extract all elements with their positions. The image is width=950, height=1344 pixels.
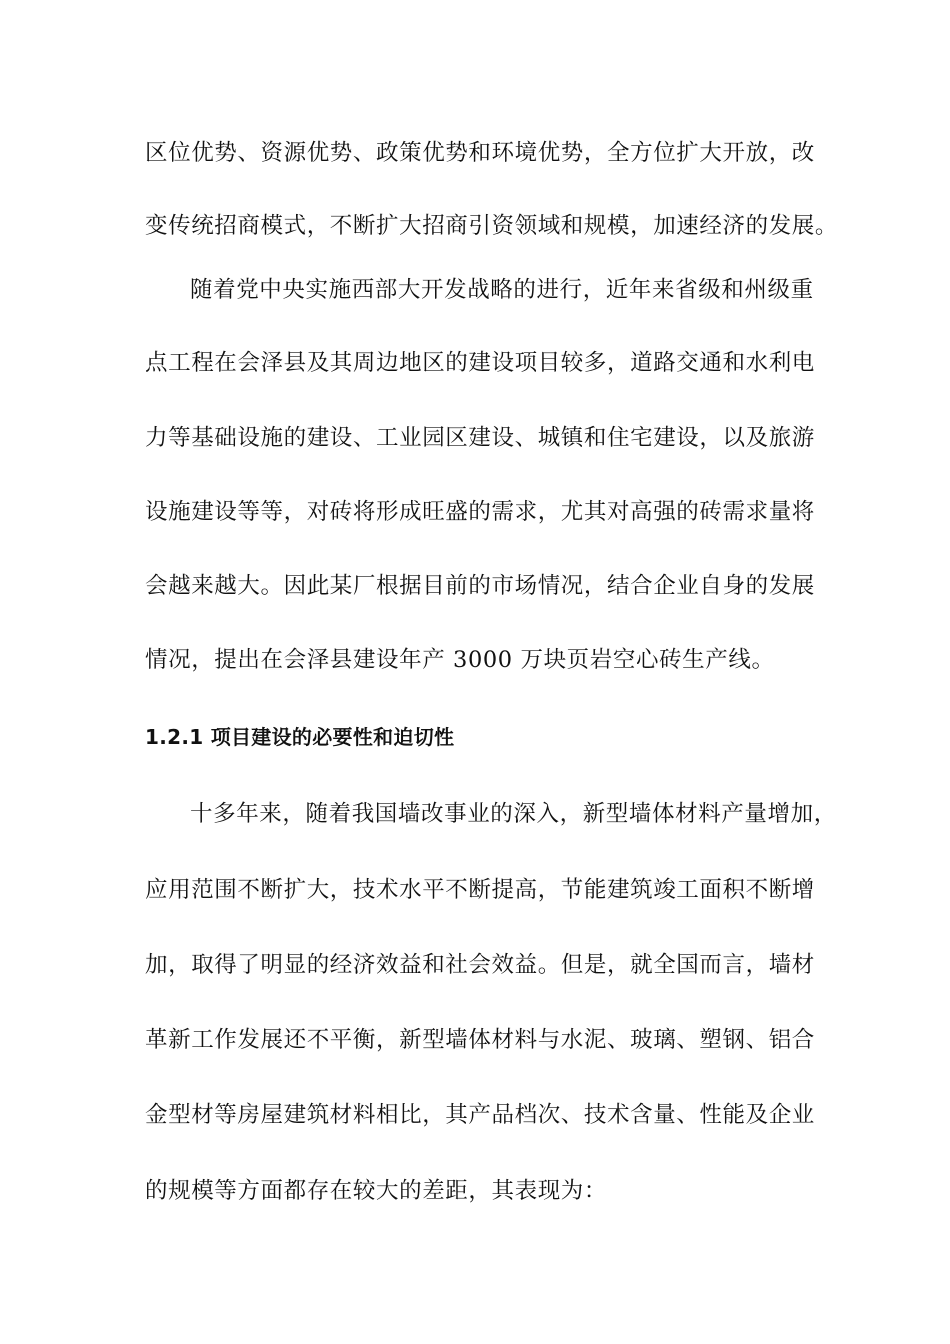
paragraph-2-line-5: 会越来越大。因此某厂根据目前的市场情况，结合企业自身的发展	[145, 573, 815, 599]
paragraph-1-line-2: 变传统招商模式，不断扩大招商引资领域和规模，加速经济的发展。	[145, 213, 839, 239]
paragraph-3-line-1: 十多年来，随着我国墙改事业的深入，新型墙体材料产量增加，	[190, 801, 837, 827]
section-heading: 1.2.1 项目建设的必要性和迫切性	[145, 725, 455, 749]
paragraph-2-line-1: 随着党中央实施西部大开发战略的进行，近年来省级和州级重	[190, 277, 814, 303]
paragraph-3-line-6: 的规模等方面都存在较大的差距，其表现为：	[145, 1178, 608, 1204]
paragraph-2-line-4: 设施建设等等，对砖将形成旺盛的需求，尤其对高强的砖需求量将	[145, 499, 815, 525]
paragraph-1-line-1: 区位优势、资源优势、政策优势和环境优势，全方位扩大开放，改	[145, 140, 815, 166]
paragraph-3-line-5: 金型材等房屋建筑材料相比，其产品档次、技术含量、性能及企业	[145, 1102, 815, 1128]
paragraph-2-line-6: 情况，提出在会泽县建设年产 3000 万块页岩空心砖生产线。	[145, 647, 775, 673]
paragraph-3-line-2: 应用范围不断扩大，技术水平不断提高，节能建筑竣工面积不断增	[145, 877, 815, 903]
paragraph-2-line-2: 点工程在会泽县及其周边地区的建设项目较多，道路交通和水利电	[145, 350, 815, 376]
paragraph-3-line-3: 加，取得了明显的经济效益和社会效益。但是，就全国而言，墙材	[145, 952, 815, 978]
paragraph-2-line-3: 力等基础设施的建设、工业园区建设、城镇和住宅建设，以及旅游	[145, 425, 815, 451]
paragraph-3-line-4: 革新工作发展还不平衡，新型墙体材料与水泥、玻璃、塑钢、铝合	[145, 1027, 815, 1053]
